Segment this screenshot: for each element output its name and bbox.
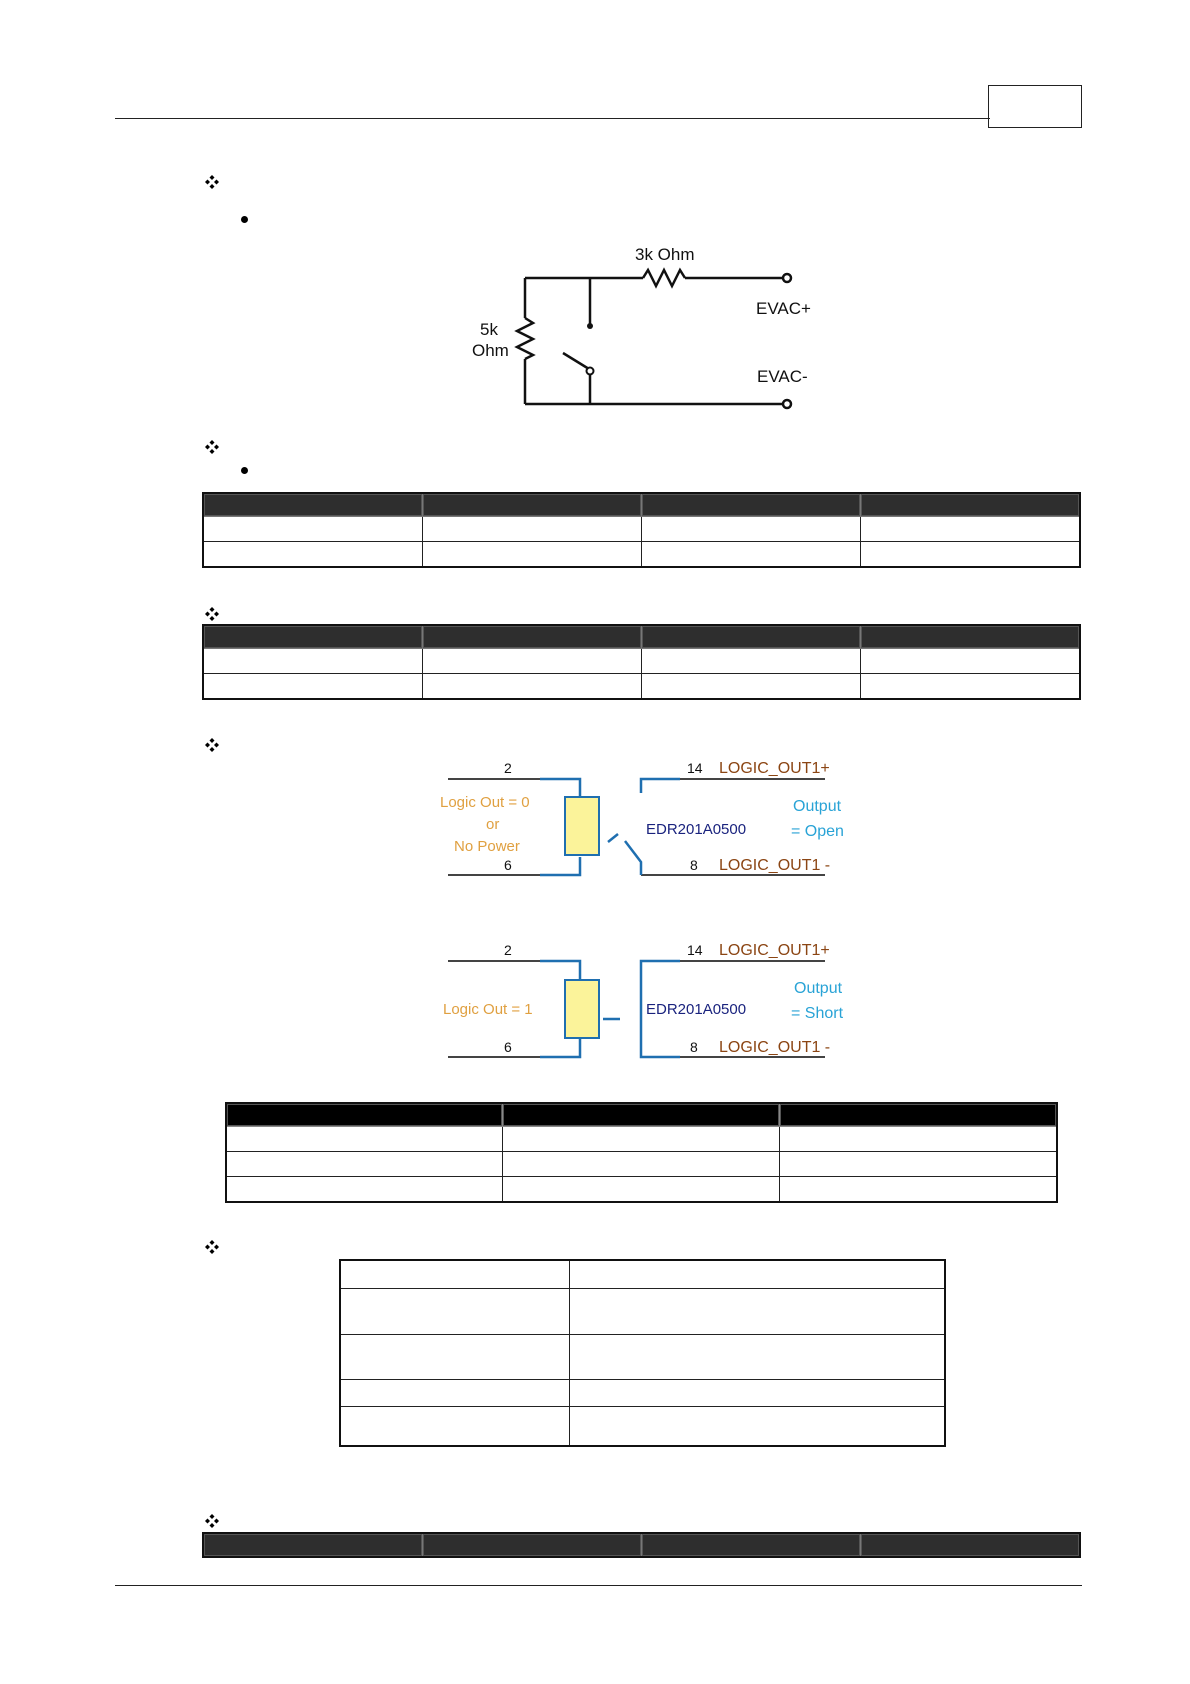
list-bullet-icon — [241, 467, 248, 474]
table-row — [226, 1152, 1057, 1177]
table-5 — [202, 1532, 1081, 1558]
coil-pin-bottom: 6 — [504, 857, 512, 873]
table-row — [340, 1406, 945, 1446]
coil-state-line2: or — [486, 816, 500, 833]
page-number-box — [988, 85, 1082, 128]
coil-state: Logic Out = 1 — [443, 1001, 533, 1018]
header-rule — [115, 118, 990, 119]
resistor-3k-label: 3k Ohm — [635, 245, 695, 264]
diamond-bullet-icon — [204, 1513, 220, 1529]
output-state-line2: = Short — [791, 1005, 844, 1022]
diamond-bullet-icon — [204, 737, 220, 753]
table-header-row — [203, 1533, 1080, 1557]
table-row — [226, 1127, 1057, 1152]
coil-pin-top: 2 — [504, 760, 512, 776]
contact-pin-bottom: 8 — [690, 1039, 698, 1055]
diamond-bullet-icon — [204, 606, 220, 622]
table-header-row — [226, 1103, 1057, 1127]
logic-out-plus-label: LOGIC_OUT1+ — [719, 942, 830, 959]
logic-out-minus-label: LOGIC_OUT1 - — [719, 1039, 831, 1056]
table-row — [203, 517, 1080, 542]
footer-rule — [115, 1585, 1082, 1586]
output-state-line1: Output — [794, 980, 843, 997]
coil-pin-bottom: 6 — [504, 1039, 512, 1055]
contact-pin-top: 14 — [687, 760, 703, 776]
relay-part-number: EDR201A0500 — [646, 821, 747, 838]
contact-pin-bottom: 8 — [690, 857, 698, 873]
table-3 — [225, 1102, 1058, 1203]
relay-diagram-open — [440, 755, 870, 883]
diamond-bullet-icon — [204, 439, 220, 455]
resistor-5k-unit: Ohm — [472, 341, 509, 360]
terminal-evac-plus: EVAC+ — [756, 299, 811, 318]
table-2 — [202, 624, 1081, 700]
table-row — [340, 1334, 945, 1379]
output-state-line1: Output — [793, 798, 842, 815]
output-state-line2: = Open — [791, 823, 844, 840]
diamond-bullet-icon — [204, 174, 220, 190]
table-row — [340, 1379, 945, 1406]
terminal-evac-minus: EVAC- — [757, 367, 808, 386]
coil-state-line1: Logic Out = 0 — [440, 794, 530, 811]
table-row — [203, 649, 1080, 674]
relay-diagram-short — [440, 937, 870, 1065]
relay-part-number: EDR201A0500 — [646, 1001, 747, 1018]
table-header-row — [203, 625, 1080, 649]
table-row — [203, 674, 1080, 700]
table-row — [340, 1288, 945, 1334]
list-bullet-icon — [241, 216, 248, 223]
table-row — [203, 542, 1080, 568]
table-row — [340, 1260, 945, 1288]
contact-pin-top: 14 — [687, 942, 703, 958]
logic-out-minus-label: LOGIC_OUT1 - — [719, 857, 831, 874]
coil-pin-top: 2 — [504, 942, 512, 958]
table-1 — [202, 492, 1081, 568]
logic-out-plus-label: LOGIC_OUT1+ — [719, 760, 830, 777]
table-header-row — [203, 493, 1080, 517]
evac-wiring-diagram — [460, 238, 840, 416]
spec-table — [339, 1259, 946, 1447]
diamond-bullet-icon — [204, 1239, 220, 1255]
coil-state-line3: No Power — [454, 838, 520, 855]
table-row — [226, 1177, 1057, 1203]
resistor-5k-label: 5k — [480, 320, 498, 339]
